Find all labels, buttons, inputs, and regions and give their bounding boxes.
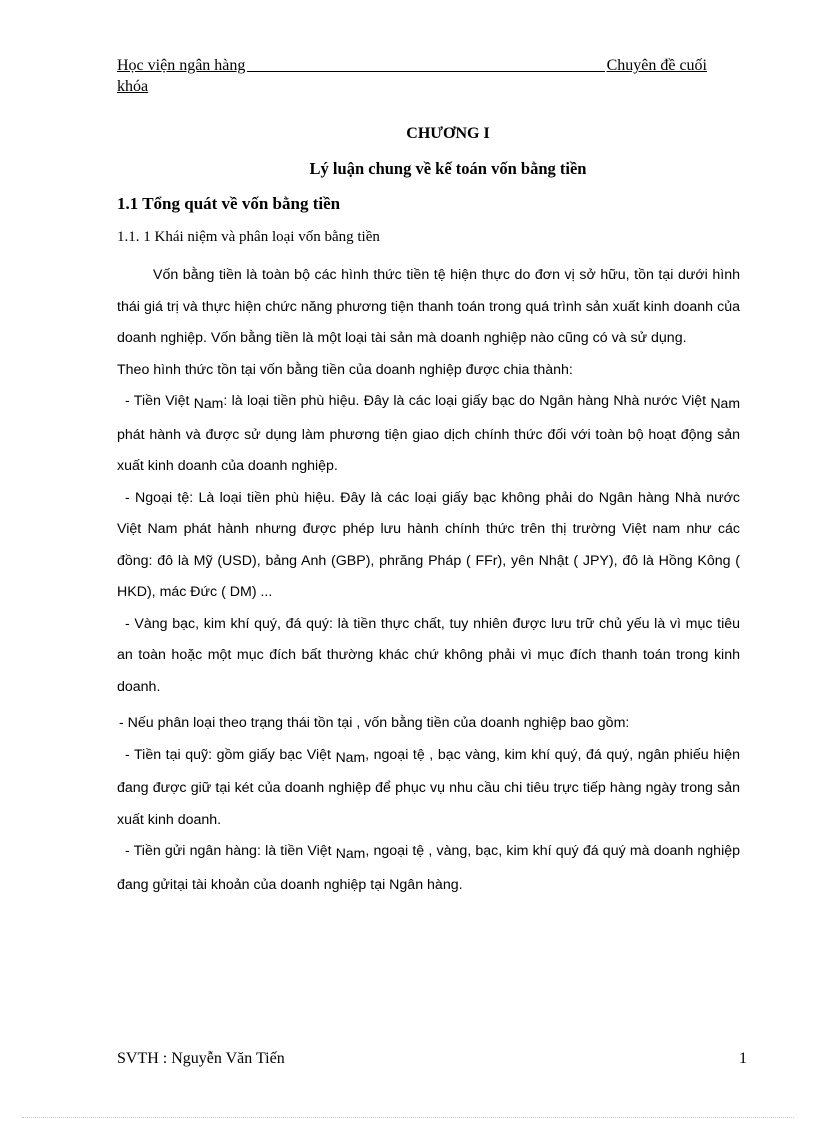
body-text	[117, 260, 740, 901]
section-heading: 1.1 Tổng quát về vốn bằng tiền	[117, 194, 341, 213]
header-row	[117, 55, 707, 76]
header-title: Chuyên đề cuối	[606, 57, 707, 74]
page-footer	[117, 1050, 747, 1068]
header-spacer	[247, 55, 604, 72]
text-run: : là loại tiền phù hiệu. Đây là các loại giấy bạc do Ngân hàng Nhà nước Việt	[223, 393, 711, 409]
text-run: , ngoại tệ , vàng, bạc, kim khí quý đá quý mà doanh nghiệp đang gửitại tài khoản của doanh nghiệp tại Ngân hàng.	[117, 843, 740, 893]
text-run: phát hành và được sử dụng làm phương tiện giao dịch chính thức đối với toàn bộ hoạt động sản xuất kinh doanh của doanh nghiệp.	[117, 426, 740, 474]
subsection-heading: 1.1. 1 Khái niệm và phân loại vốn bằng tiền	[117, 229, 380, 245]
header-continuation: khóa	[117, 78, 149, 95]
text-run: - Tiền Việt	[125, 393, 194, 409]
paragraph-state-classification: - Nếu phân loại theo trạng thái tồn tại , vốn bằng tiền của doanh nghiệp bao gồm:	[119, 715, 630, 731]
subscript-run: Nam	[710, 395, 740, 411]
footer-author: SVTH : Nguyễn Văn Tiến	[117, 1050, 285, 1067]
chapter-title: CHƯƠNG I	[406, 125, 490, 142]
paragraph-vnd	[117, 386, 740, 483]
paragraph-foreign-currency: - Ngoại tệ: Là loại tiền phù hiệu. Đây là các loại giấy bạc không phải do Ngân hàng Nhà nước Việt Nam phát hành nhưng được phép lưu hành chính thức trên thị trường Việt nam như các đồng: đô là Mỹ (USD), bảng Anh (GBP), phrăng Pháp ( FFr), yên Nhật ( JPY), đô là Hồng Kông ( HKD), mác Đức ( DM) ...	[117, 489, 740, 600]
subscript-run: Nam	[193, 395, 224, 411]
paragraph-gold: - Vàng bạc, kim khí quý, đá quý: là tiền thực chất, tuy nhiên được lưu trữ chủ yếu là vì mục tiêu an toàn hoặc một mục đích bất thường khác chứ không phải vì mục đích thanh toán trong kinh doanh.	[117, 615, 740, 695]
footer-page-number: 1	[739, 1050, 747, 1067]
text-run: - Tiền tại quỹ: gồm giấy bạc Việt	[125, 746, 336, 763]
text-run: , ngoại tệ , bạc vàng, kim khí quý, đá quý, ngân phiếu hiện đang được giữ tại két của doanh nghiệp để phục vụ nhu cầu chi tiêu trực tiếp hàng ngày trong sản xuất kinh doanh.	[117, 746, 740, 828]
paragraph-classification-intro: Theo hình thức tồn tại vốn bằng tiền của doanh nghiệp được chia thành:	[117, 361, 573, 378]
subscript-run: Nam	[335, 845, 366, 861]
text-run: - Tiền gửi ngân hàng: là tiền Việt	[125, 843, 336, 859]
paragraph-bank-deposit	[117, 836, 740, 901]
subscript-run: Nam	[335, 748, 366, 765]
header-institution: Học viện ngân hàng	[117, 57, 246, 74]
paragraph-cash-on-hand	[117, 740, 740, 837]
page-header	[117, 55, 707, 97]
chapter-subtitle: Lý luận chung về kế toán vốn bằng tiền	[309, 159, 587, 178]
page-edge-divider	[22, 1117, 794, 1118]
paragraph-definition: Vốn bằng tiền là toàn bộ các hình thức tiền tệ hiện thực do đơn vị sở hữu, tồn tại dưới hình thái giá trị và thực hiện chức năng phương tiện thanh toán trong quá trình sản xuất kinh doanh của doanh nghiệp. Vốn bằng tiền là một loại tài sản mà doanh nghiệp nào cũng có và sử dụng.	[117, 267, 740, 346]
